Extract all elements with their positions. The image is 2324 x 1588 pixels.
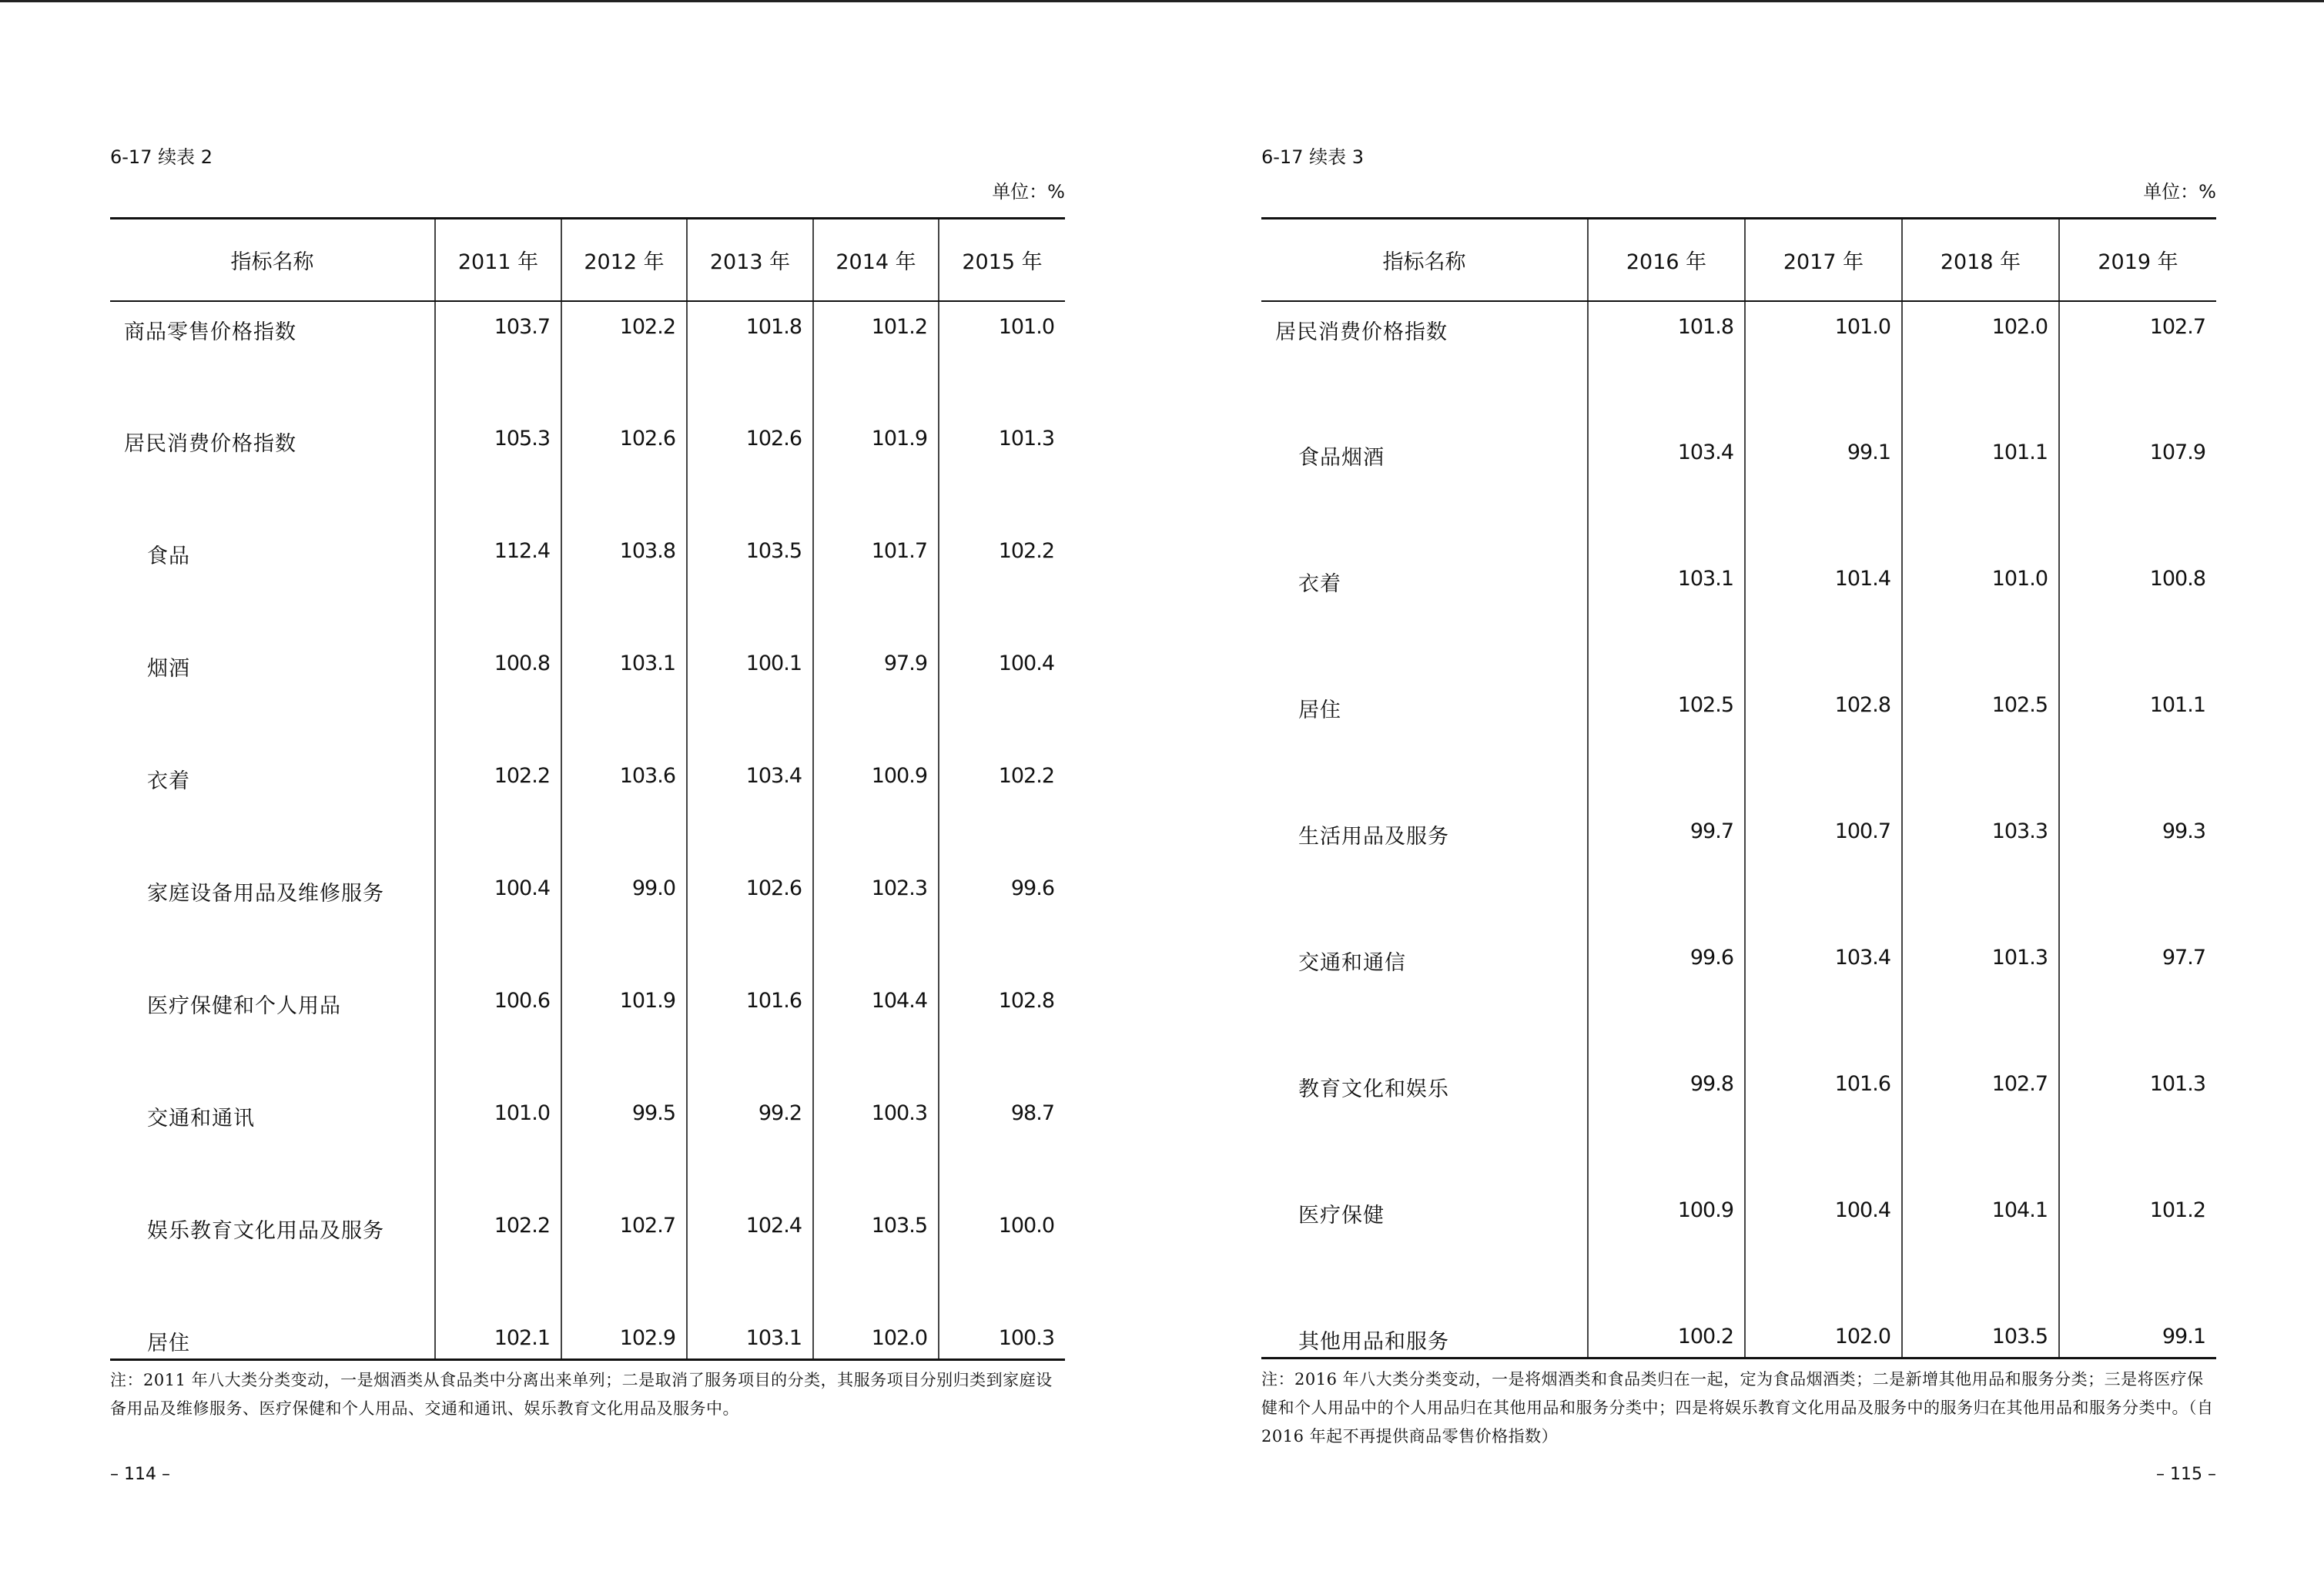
index-value: 102.2 [435,1201,561,1313]
indicator-name: 家庭设备用品及维修服务 [147,881,384,906]
index-value: 101.9 [813,414,939,526]
column-header-year: 2014 年 [813,219,939,301]
index-value: 104.1 [1902,1185,2059,1312]
index-value: 100.3 [813,1088,939,1201]
indicator-name: 交通和通信 [1298,950,1406,975]
index-value: 99.6 [1588,933,1745,1059]
indicator-name: 居住 [110,1313,435,1360]
index-value: 104.4 [813,976,939,1088]
column-header-year: 2016 年 [1588,219,1745,301]
table-row [110,526,1065,638]
table-row [110,1201,1065,1313]
index-value: 100.8 [2059,554,2216,680]
index-value: 102.5 [1588,680,1745,806]
table-row [110,751,1065,863]
index-value: 102.5 [1902,680,2059,806]
index-value: 102.9 [561,1313,687,1360]
table-title: 6-17 续表 3 [1261,146,1364,168]
index-value: 102.2 [561,301,687,414]
index-value: 103.4 [1745,933,1902,1059]
table-row [1261,1185,2216,1312]
index-value: 101.8 [687,301,813,414]
index-value: 100.7 [1745,806,1902,933]
table-row [1261,301,2216,427]
indicator-name: 交通和通讯 [147,1106,255,1131]
index-value: 99.1 [1745,427,1902,554]
index-value: 102.1 [435,1313,561,1360]
table-row [1261,1059,2216,1185]
index-value: 102.0 [1745,1312,1902,1359]
table-header-row [1261,219,2216,301]
index-value: 103.1 [1588,554,1745,680]
table-header-row [110,219,1065,301]
index-value: 103.4 [1588,427,1745,554]
indicator-name: 医疗保健 [1298,1203,1385,1228]
column-header-indicator: 指标名称 [110,219,435,301]
column-header-year: 2015 年 [939,219,1065,301]
table-footnote: 注：2011 年八大类分类变动，一是烟酒类从食品类中分离出来单列；二是取消了服务项目的分类，其服务项目分别归类到家庭设备用品及维修服务、医疗保健和个人用品、交通和通讯、娱乐教育文化用品及服务中。 [110,1371,1053,1418]
index-value: 112.4 [435,526,561,638]
index-value: 102.6 [687,414,813,526]
index-value: 101.6 [687,976,813,1088]
unit-label: 单位：% [2143,181,2216,203]
table-row [110,976,1065,1088]
index-value: 103.8 [561,526,687,638]
index-value: 100.9 [813,751,939,863]
index-value: 97.7 [2059,933,2216,1059]
index-value: 103.1 [561,638,687,751]
index-value: 101.0 [1745,301,1902,427]
index-value: 100.4 [1745,1185,1902,1312]
indicator-name: 衣着 [147,769,190,793]
index-value: 99.6 [939,863,1065,976]
index-value: 102.3 [813,863,939,976]
index-value: 97.9 [813,638,939,751]
indicator-name: 教育文化和娱乐 [1298,1077,1449,1101]
indicator-name: 医疗保健和个人用品 [147,993,341,1018]
index-value: 102.2 [939,526,1065,638]
index-value: 103.5 [813,1201,939,1313]
index-value: 103.4 [687,751,813,863]
index-value: 99.5 [561,1088,687,1201]
index-value: 103.5 [687,526,813,638]
index-value: 107.9 [2059,427,2216,554]
index-value: 103.5 [1902,1312,2059,1359]
indicator-name: 衣着 [1298,571,1341,596]
column-header-year: 2012 年 [561,219,687,301]
indicator-name: 居住 [1298,698,1341,722]
index-value: 101.3 [939,414,1065,526]
index-value: 101.3 [1902,933,2059,1059]
indicator-name: 食品 [147,544,190,568]
index-value: 102.2 [939,751,1065,863]
table-row [1261,806,2216,933]
table-row [110,638,1065,751]
indicator-name: 烟酒 [147,656,190,681]
table-row [110,1313,1065,1360]
index-value: 101.1 [1902,427,2059,554]
index-value: 99.3 [2059,806,2216,933]
page-number: – 115 – [2156,1465,2216,1484]
index-value: 103.6 [561,751,687,863]
index-value: 99.0 [561,863,687,976]
index-value: 98.7 [939,1088,1065,1201]
index-value: 100.1 [687,638,813,751]
index-value: 100.4 [435,863,561,976]
index-value: 100.3 [939,1313,1065,1360]
indicator-name: 其他用品和服务 [1261,1312,1588,1359]
column-header-indicator: 指标名称 [1261,219,1588,301]
index-value: 102.4 [687,1201,813,1313]
index-value: 100.4 [939,638,1065,751]
column-header-year: 2011 年 [435,219,561,301]
table-footnote: 注：2016 年八大类分类变动，一是将烟酒类和食品类归在一起，定为食品烟酒类；二是新增其他用品和服务分类；三是将医疗保健和个人用品中的个人用品归在其他用品和服务分类中；四是将娱乐教育文化用品及服务中的服务归在其他用品和服务分类中。（自 2016 年起不再提供商品零售价格指数） [1261,1370,2214,1446]
table-row [110,1088,1065,1201]
index-value: 101.4 [1745,554,1902,680]
indicator-name: 居民消费价格指数 [1275,320,1448,344]
index-value: 101.2 [813,301,939,414]
indicator-name: 商品零售价格指数 [124,320,296,344]
price-index-table-2011-2015 [110,217,1065,1361]
index-value: 103.3 [1902,806,2059,933]
index-value: 105.3 [435,414,561,526]
indicator-name: 居民消费价格指数 [124,431,296,456]
column-header-year: 2019 年 [2059,219,2216,301]
index-value: 102.2 [435,751,561,863]
index-value: 101.1 [2059,680,2216,806]
index-value: 101.3 [2059,1059,2216,1185]
index-value: 101.0 [1902,554,2059,680]
index-value: 101.7 [813,526,939,638]
index-value: 102.0 [1902,301,2059,427]
index-value: 103.1 [687,1313,813,1360]
index-value: 100.8 [435,638,561,751]
index-value: 102.6 [687,863,813,976]
column-header-year: 2017 年 [1745,219,1902,301]
table-row [110,301,1065,414]
indicator-name: 食品烟酒 [1298,445,1385,470]
table-row [1261,554,2216,680]
index-value: 99.7 [1588,806,1745,933]
table-row [1261,680,2216,806]
index-value: 102.8 [939,976,1065,1088]
index-value: 103.7 [435,301,561,414]
index-value: 101.0 [939,301,1065,414]
index-value: 102.7 [2059,301,2216,427]
table-row [1261,427,2216,554]
index-value: 100.2 [1588,1312,1745,1359]
index-value: 100.9 [1588,1185,1745,1312]
page-number: – 114 – [110,1465,170,1484]
index-value: 100.6 [435,976,561,1088]
index-value: 100.0 [939,1201,1065,1313]
index-value: 101.2 [2059,1185,2216,1312]
table-row [1261,933,2216,1059]
unit-label: 单位：% [992,181,1065,203]
index-value: 102.0 [813,1313,939,1360]
index-value: 101.8 [1588,301,1745,427]
table-row [110,414,1065,526]
table-row [110,863,1065,976]
price-index-table-2016-2019 [1261,217,2216,1359]
top-border-rule [0,0,2324,2]
indicator-name: 娱乐教育文化用品及服务 [147,1218,384,1243]
index-value: 99.2 [687,1088,813,1201]
column-header-year: 2013 年 [687,219,813,301]
index-value: 99.8 [1588,1059,1745,1185]
index-value: 102.7 [1902,1059,2059,1185]
index-value: 102.8 [1745,680,1902,806]
index-value: 102.6 [561,414,687,526]
index-value: 101.6 [1745,1059,1902,1185]
index-value: 101.0 [435,1088,561,1201]
index-value: 102.7 [561,1201,687,1313]
index-value: 99.1 [2059,1312,2216,1359]
index-value: 101.9 [561,976,687,1088]
indicator-name: 生活用品及服务 [1298,824,1449,849]
table-row [1261,1312,2216,1359]
column-header-year: 2018 年 [1902,219,2059,301]
table-title: 6-17 续表 2 [110,146,213,168]
